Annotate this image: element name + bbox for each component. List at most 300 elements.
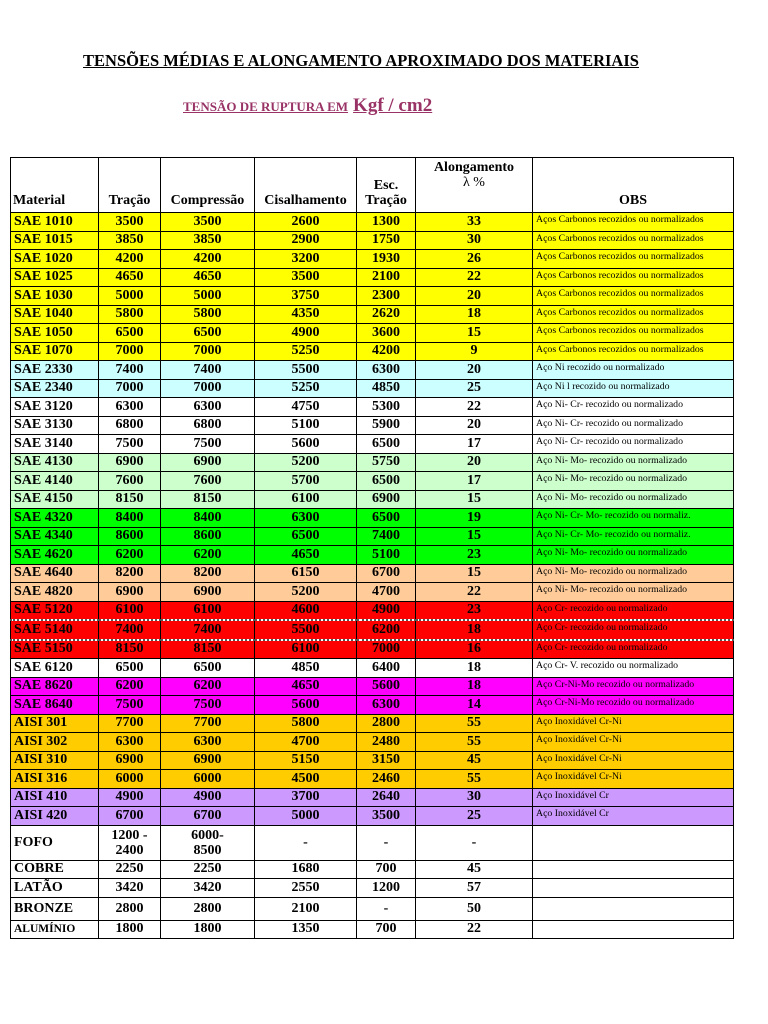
- cell-tracao: 7600: [99, 472, 161, 491]
- cell-esc: 6500: [357, 435, 416, 454]
- cell-tracao: 6700: [99, 807, 161, 826]
- cell-compressao: 1800: [161, 920, 255, 939]
- cell-obs: Aço Ni- Mo- recozido ou normalizado: [533, 490, 734, 509]
- cell-material: AISI 302: [11, 733, 99, 752]
- cell-tracao: 6500: [99, 324, 161, 343]
- cell-cisalhamento: 5200: [255, 583, 357, 602]
- cell-tracao: 8150: [99, 490, 161, 509]
- table-row: [11, 564, 734, 583]
- cell-compressao: 6300: [161, 733, 255, 752]
- cell-material: LATÃO: [11, 879, 99, 898]
- cell-material: AISI 316: [11, 770, 99, 789]
- header-esc-line2: Tração: [365, 193, 407, 208]
- cell-esc: 1930: [357, 250, 416, 269]
- cell-material: SAE 4640: [11, 564, 99, 583]
- cell-tracao: 7500: [99, 696, 161, 715]
- cell-along: 22: [416, 268, 533, 287]
- cell-material: SAE 3140: [11, 435, 99, 454]
- table-row: [11, 453, 734, 472]
- cell-obs: Aços Carbonos recozidos ou normalizados: [533, 324, 734, 343]
- cell-obs: Aço Cr- recozido ou normalizado: [533, 640, 734, 659]
- cell-cisalhamento: 6500: [255, 527, 357, 546]
- cell-tracao: 2250: [99, 860, 161, 879]
- cell-tracao: 7700: [99, 714, 161, 733]
- cell-esc: 5100: [357, 546, 416, 565]
- cell-material: FOFO: [11, 825, 99, 860]
- cell-esc: 2100: [357, 268, 416, 287]
- cell-compressao: 3420: [161, 879, 255, 898]
- page-title: TENSÕES MÉDIAS E ALONGAMENTO APROXIMADO DOS MATERIAIS: [83, 51, 639, 70]
- cell-along: 55: [416, 714, 533, 733]
- cell-esc: 1300: [357, 213, 416, 232]
- cell-tracao: 4900: [99, 788, 161, 807]
- table-row: [11, 490, 734, 509]
- cell-compressao: 3850: [161, 231, 255, 250]
- cell-material: SAE 4130: [11, 453, 99, 472]
- cell-along: 9: [416, 342, 533, 361]
- cell-tracao: 1800: [99, 920, 161, 939]
- table-row: [11, 287, 734, 306]
- cell-tracao: 3420: [99, 879, 161, 898]
- cell-tracao: 8400: [99, 509, 161, 528]
- cell-esc: 6400: [357, 659, 416, 678]
- cell-tracao: 7500: [99, 435, 161, 454]
- cell-obs: Aço Ni- Cr- recozido ou normalizado: [533, 435, 734, 454]
- cell-esc: -: [357, 825, 416, 860]
- cell-along: 25: [416, 807, 533, 826]
- cell-esc: 4850: [357, 379, 416, 398]
- cell-compressao: 8600: [161, 527, 255, 546]
- cell-tracao: 7000: [99, 379, 161, 398]
- cell-obs: [533, 860, 734, 879]
- cell-along: 23: [416, 546, 533, 565]
- cell-cisalhamento: 3500: [255, 268, 357, 287]
- cell-along: 20: [416, 416, 533, 435]
- header-along-line1: Alongamento: [433, 160, 515, 175]
- cell-along: 50: [416, 897, 533, 920]
- cell-esc: 2300: [357, 287, 416, 306]
- cell-material: SAE 4340: [11, 527, 99, 546]
- cell-obs: Aço Ni- Cr- recozido ou normalizado: [533, 398, 734, 417]
- cell-material: SAE 1025: [11, 268, 99, 287]
- cell-esc: 2640: [357, 788, 416, 807]
- cell-obs: [533, 825, 734, 860]
- cell-cisalhamento: 4850: [255, 659, 357, 678]
- cell-compressao: 5000: [161, 287, 255, 306]
- table-row: [11, 879, 734, 898]
- cell-along: 16: [416, 640, 533, 659]
- header-alongamento: [416, 158, 533, 213]
- cell-esc: 6500: [357, 509, 416, 528]
- cell-obs: Aço Ni- Cr- recozido ou normalizado: [533, 416, 734, 435]
- cell-along: 17: [416, 472, 533, 491]
- cell-along: 15: [416, 324, 533, 343]
- table-row: [11, 398, 734, 417]
- header-compressao: Compressão: [161, 158, 255, 213]
- cell-esc: 6300: [357, 696, 416, 715]
- cell-along: 14: [416, 696, 533, 715]
- table-row: [11, 213, 734, 232]
- cell-tracao: 6900: [99, 453, 161, 472]
- cell-material: SAE 1030: [11, 287, 99, 306]
- cell-tracao: 6300: [99, 398, 161, 417]
- cell-esc: 5900: [357, 416, 416, 435]
- header-esc-tracao: [357, 158, 416, 213]
- cell-tracao: 7400: [99, 620, 161, 640]
- cell-material: SAE 4150: [11, 490, 99, 509]
- table-row: [11, 733, 734, 752]
- cell-material: SAE 1040: [11, 305, 99, 324]
- cell-tracao: 5800: [99, 305, 161, 324]
- cell-obs: Aço Ni- Mo- recozido ou normalizado: [533, 472, 734, 491]
- cell-obs: Aços Carbonos recozidos ou normalizados: [533, 213, 734, 232]
- cell-material: SAE 8620: [11, 677, 99, 696]
- cell-cisalhamento: 4650: [255, 546, 357, 565]
- cell-compressao: 8150: [161, 640, 255, 659]
- cell-tracao: 6200: [99, 677, 161, 696]
- cell-compressao: 7400: [161, 361, 255, 380]
- cell-tracao: 6000: [99, 770, 161, 789]
- cell-esc: 7000: [357, 640, 416, 659]
- cell-obs: Aço Inoxidável Cr-Ni: [533, 751, 734, 770]
- cell-material: AISI 310: [11, 751, 99, 770]
- cell-material: SAE 3120: [11, 398, 99, 417]
- cell-tracao: 6300: [99, 733, 161, 752]
- cell-esc: 1750: [357, 231, 416, 250]
- cell-cisalhamento: 4750: [255, 398, 357, 417]
- cell-compressao: 6900: [161, 453, 255, 472]
- cell-esc: 3600: [357, 324, 416, 343]
- cell-along: 20: [416, 453, 533, 472]
- cell-cisalhamento: 5500: [255, 620, 357, 640]
- cell-material: SAE 1020: [11, 250, 99, 269]
- cell-cisalhamento: 6300: [255, 509, 357, 528]
- cell-cisalhamento: 3200: [255, 250, 357, 269]
- cell-material: SAE 1015: [11, 231, 99, 250]
- table-row: [11, 696, 734, 715]
- table-row: [11, 250, 734, 269]
- cell-along: -: [416, 825, 533, 860]
- cell-tracao: 6900: [99, 751, 161, 770]
- cell-esc: 6500: [357, 472, 416, 491]
- cell-material: AISI 301: [11, 714, 99, 733]
- cell-cisalhamento: 4650: [255, 677, 357, 696]
- table-body: [11, 213, 734, 939]
- cell-material: SAE 1010: [11, 213, 99, 232]
- cell-material: SAE 4620: [11, 546, 99, 565]
- cell-esc: 2620: [357, 305, 416, 324]
- cell-obs: [533, 879, 734, 898]
- cell-compressao: 6000- 8500: [161, 825, 255, 860]
- cell-cisalhamento: 5150: [255, 751, 357, 770]
- cell-cisalhamento: 4700: [255, 733, 357, 752]
- cell-obs: Aço Ni- Mo- recozido ou normalizado: [533, 564, 734, 583]
- cell-obs: Aço Inoxidável Cr: [533, 788, 734, 807]
- table-row: [11, 583, 734, 602]
- header-cisalhamento: Cisalhamento: [255, 158, 357, 213]
- table-row: [11, 379, 734, 398]
- cell-obs: Aço Cr-Ni-Mo recozido ou normalizado: [533, 696, 734, 715]
- cell-tracao: 6900: [99, 583, 161, 602]
- cell-obs: Aço Ni recozido ou normalizado: [533, 361, 734, 380]
- table-row: [11, 751, 734, 770]
- cell-compressao: 7700: [161, 714, 255, 733]
- cell-compressao: 6200: [161, 546, 255, 565]
- cell-obs: Aço Ni- Cr- Mo- recozido ou normaliz.: [533, 527, 734, 546]
- cell-along: 15: [416, 490, 533, 509]
- header-obs: OBS: [533, 158, 734, 213]
- cell-cisalhamento: 4500: [255, 770, 357, 789]
- cell-obs: [533, 920, 734, 939]
- cell-compressao: 6700: [161, 807, 255, 826]
- cell-obs: Aços Carbonos recozidos ou normalizados: [533, 342, 734, 361]
- cell-material: COBRE: [11, 860, 99, 879]
- cell-material: SAE 8640: [11, 696, 99, 715]
- cell-cisalhamento: 5000: [255, 807, 357, 826]
- cell-obs: Aço Inoxidável Cr-Ni: [533, 733, 734, 752]
- table-row: [11, 601, 734, 620]
- cell-cisalhamento: 5600: [255, 696, 357, 715]
- cell-tracao: 8600: [99, 527, 161, 546]
- cell-cisalhamento: 5200: [255, 453, 357, 472]
- cell-compressao: 4200: [161, 250, 255, 269]
- cell-compressao: 7500: [161, 696, 255, 715]
- cell-compressao: 6000: [161, 770, 255, 789]
- cell-tracao: 4200: [99, 250, 161, 269]
- cell-compressao: 7000: [161, 342, 255, 361]
- table-row: [11, 807, 734, 826]
- cell-esc: 700: [357, 920, 416, 939]
- table-row: [11, 677, 734, 696]
- cell-along: 18: [416, 659, 533, 678]
- cell-material: BRONZE: [11, 897, 99, 920]
- cell-along: 26: [416, 250, 533, 269]
- cell-compressao: 6800: [161, 416, 255, 435]
- cell-tracao: 6800: [99, 416, 161, 435]
- cell-esc: 4700: [357, 583, 416, 602]
- header-esc-line1: Esc.: [373, 178, 399, 193]
- cell-obs: Aço Inoxidável Cr: [533, 807, 734, 826]
- cell-compressao: 6500: [161, 659, 255, 678]
- cell-material: SAE 4820: [11, 583, 99, 602]
- cell-cisalhamento: 1680: [255, 860, 357, 879]
- cell-obs: Aços Carbonos recozidos ou normalizados: [533, 268, 734, 287]
- cell-compressao: 8200: [161, 564, 255, 583]
- cell-tracao: 6500: [99, 659, 161, 678]
- table-row: [11, 897, 734, 920]
- cell-compressao: 6100: [161, 601, 255, 620]
- cell-material: AISI 410: [11, 788, 99, 807]
- cell-material: AISI 420: [11, 807, 99, 826]
- header-row: [11, 158, 734, 213]
- cell-esc: 700: [357, 860, 416, 879]
- cell-along: 55: [416, 733, 533, 752]
- cell-obs: Aço Ni- Mo- recozido ou normalizado: [533, 453, 734, 472]
- cell-cisalhamento: 5700: [255, 472, 357, 491]
- cell-esc: 4900: [357, 601, 416, 620]
- table-row: [11, 231, 734, 250]
- cell-esc: 2460: [357, 770, 416, 789]
- table-row: [11, 920, 734, 939]
- cell-material: ALUMÍNIO: [11, 920, 99, 939]
- cell-along: 22: [416, 583, 533, 602]
- cell-compressao: 8150: [161, 490, 255, 509]
- cell-cisalhamento: 2550: [255, 879, 357, 898]
- cell-along: 23: [416, 601, 533, 620]
- cell-along: 45: [416, 860, 533, 879]
- cell-compressao: 7500: [161, 435, 255, 454]
- cell-esc: 7400: [357, 527, 416, 546]
- cell-material: SAE 5140: [11, 620, 99, 640]
- subtitle-label: TENSÃO DE RUPTURA EM: [183, 99, 349, 114]
- cell-along: 17: [416, 435, 533, 454]
- cell-material: SAE 5120: [11, 601, 99, 620]
- cell-compressao: 7400: [161, 620, 255, 640]
- cell-tracao: 6200: [99, 546, 161, 565]
- header-along-line2: λ %: [463, 175, 485, 190]
- cell-cisalhamento: 1350: [255, 920, 357, 939]
- table-row: [11, 770, 734, 789]
- cell-along: 55: [416, 770, 533, 789]
- cell-along: 57: [416, 879, 533, 898]
- table-row: [11, 305, 734, 324]
- cell-cisalhamento: 3750: [255, 287, 357, 306]
- cell-cisalhamento: 2900: [255, 231, 357, 250]
- cell-esc: 3500: [357, 807, 416, 826]
- table-row: [11, 509, 734, 528]
- table-row: [11, 659, 734, 678]
- cell-compressao: 7000: [161, 379, 255, 398]
- header-material: Material: [11, 158, 99, 213]
- cell-esc: -: [357, 897, 416, 920]
- materials-table: [10, 157, 734, 939]
- subtitle-unit: Kgf / cm2: [353, 95, 433, 116]
- table-row: [11, 620, 734, 640]
- cell-material: SAE 6120: [11, 659, 99, 678]
- cell-cisalhamento: 5500: [255, 361, 357, 380]
- cell-compressao: 5800: [161, 305, 255, 324]
- cell-esc: 5600: [357, 677, 416, 696]
- cell-tracao: 4650: [99, 268, 161, 287]
- cell-cisalhamento: 2600: [255, 213, 357, 232]
- cell-compressao: 3500: [161, 213, 255, 232]
- cell-esc: 6900: [357, 490, 416, 509]
- cell-compressao: 6900: [161, 751, 255, 770]
- cell-along: 20: [416, 361, 533, 380]
- cell-esc: 4200: [357, 342, 416, 361]
- cell-compressao: 4900: [161, 788, 255, 807]
- table-row: [11, 435, 734, 454]
- cell-along: 30: [416, 231, 533, 250]
- header-tracao: Tração: [99, 158, 161, 213]
- cell-compressao: 2800: [161, 897, 255, 920]
- cell-along: 33: [416, 213, 533, 232]
- cell-material: SAE 2330: [11, 361, 99, 380]
- table-row: [11, 324, 734, 343]
- cell-material: SAE 3130: [11, 416, 99, 435]
- cell-tracao: 8200: [99, 564, 161, 583]
- cell-obs: Aço Cr- recozido ou normalizado: [533, 620, 734, 640]
- cell-compressao: 4650: [161, 268, 255, 287]
- cell-esc: 2480: [357, 733, 416, 752]
- cell-cisalhamento: -: [255, 825, 357, 860]
- cell-cisalhamento: 6100: [255, 490, 357, 509]
- cell-material: SAE 1050: [11, 324, 99, 343]
- cell-obs: Aço Ni- Mo- recozido ou normalizado: [533, 583, 734, 602]
- cell-cisalhamento: 6100: [255, 640, 357, 659]
- cell-esc: 6200: [357, 620, 416, 640]
- cell-material: SAE 4140: [11, 472, 99, 491]
- cell-obs: Aço Cr- V. recozido ou normalizado: [533, 659, 734, 678]
- table-row: [11, 527, 734, 546]
- cell-compressao: 6300: [161, 398, 255, 417]
- cell-compressao: 7600: [161, 472, 255, 491]
- cell-along: 18: [416, 677, 533, 696]
- cell-material: SAE 2340: [11, 379, 99, 398]
- cell-cisalhamento: 4900: [255, 324, 357, 343]
- cell-along: 22: [416, 398, 533, 417]
- table-row: [11, 546, 734, 565]
- cell-compressao: 6500: [161, 324, 255, 343]
- cell-along: 18: [416, 620, 533, 640]
- cell-along: 25: [416, 379, 533, 398]
- cell-along: 15: [416, 564, 533, 583]
- cell-esc: 6300: [357, 361, 416, 380]
- table-row: [11, 416, 734, 435]
- cell-material: SAE 4320: [11, 509, 99, 528]
- cell-esc: 2800: [357, 714, 416, 733]
- cell-compressao: 2250: [161, 860, 255, 879]
- cell-compressao: 6200: [161, 677, 255, 696]
- table-row: [11, 788, 734, 807]
- cell-obs: Aços Carbonos recozidos ou normalizados: [533, 250, 734, 269]
- table-row: [11, 860, 734, 879]
- cell-tracao: 8150: [99, 640, 161, 659]
- cell-compressao: 8400: [161, 509, 255, 528]
- cell-obs: Aço Ni- Cr- Mo- recozido ou normaliz.: [533, 509, 734, 528]
- cell-obs: Aço Cr- recozido ou normalizado: [533, 601, 734, 620]
- table-row: [11, 342, 734, 361]
- cell-along: 20: [416, 287, 533, 306]
- cell-cisalhamento: 4350: [255, 305, 357, 324]
- cell-material: SAE 5150: [11, 640, 99, 659]
- cell-esc: 5300: [357, 398, 416, 417]
- cell-obs: Aços Carbonos recozidos ou normalizados: [533, 287, 734, 306]
- cell-esc: 3150: [357, 751, 416, 770]
- table-row: [11, 472, 734, 491]
- cell-esc: 6700: [357, 564, 416, 583]
- cell-cisalhamento: 5250: [255, 379, 357, 398]
- cell-obs: [533, 897, 734, 920]
- cell-cisalhamento: 3700: [255, 788, 357, 807]
- cell-along: 30: [416, 788, 533, 807]
- cell-obs: Aços Carbonos recozidos ou normalizados: [533, 305, 734, 324]
- cell-tracao: 1200 - 2400: [99, 825, 161, 860]
- cell-along: 22: [416, 920, 533, 939]
- cell-along: 19: [416, 509, 533, 528]
- cell-cisalhamento: 4600: [255, 601, 357, 620]
- cell-along: 18: [416, 305, 533, 324]
- cell-obs: Aços Carbonos recozidos ou normalizados: [533, 231, 734, 250]
- cell-material: SAE 1070: [11, 342, 99, 361]
- cell-cisalhamento: 6150: [255, 564, 357, 583]
- cell-tracao: 6100: [99, 601, 161, 620]
- subtitle: [183, 95, 432, 117]
- cell-cisalhamento: 5600: [255, 435, 357, 454]
- cell-obs: Aço Inoxidável Cr-Ni: [533, 714, 734, 733]
- cell-tracao: 3850: [99, 231, 161, 250]
- cell-tracao: 5000: [99, 287, 161, 306]
